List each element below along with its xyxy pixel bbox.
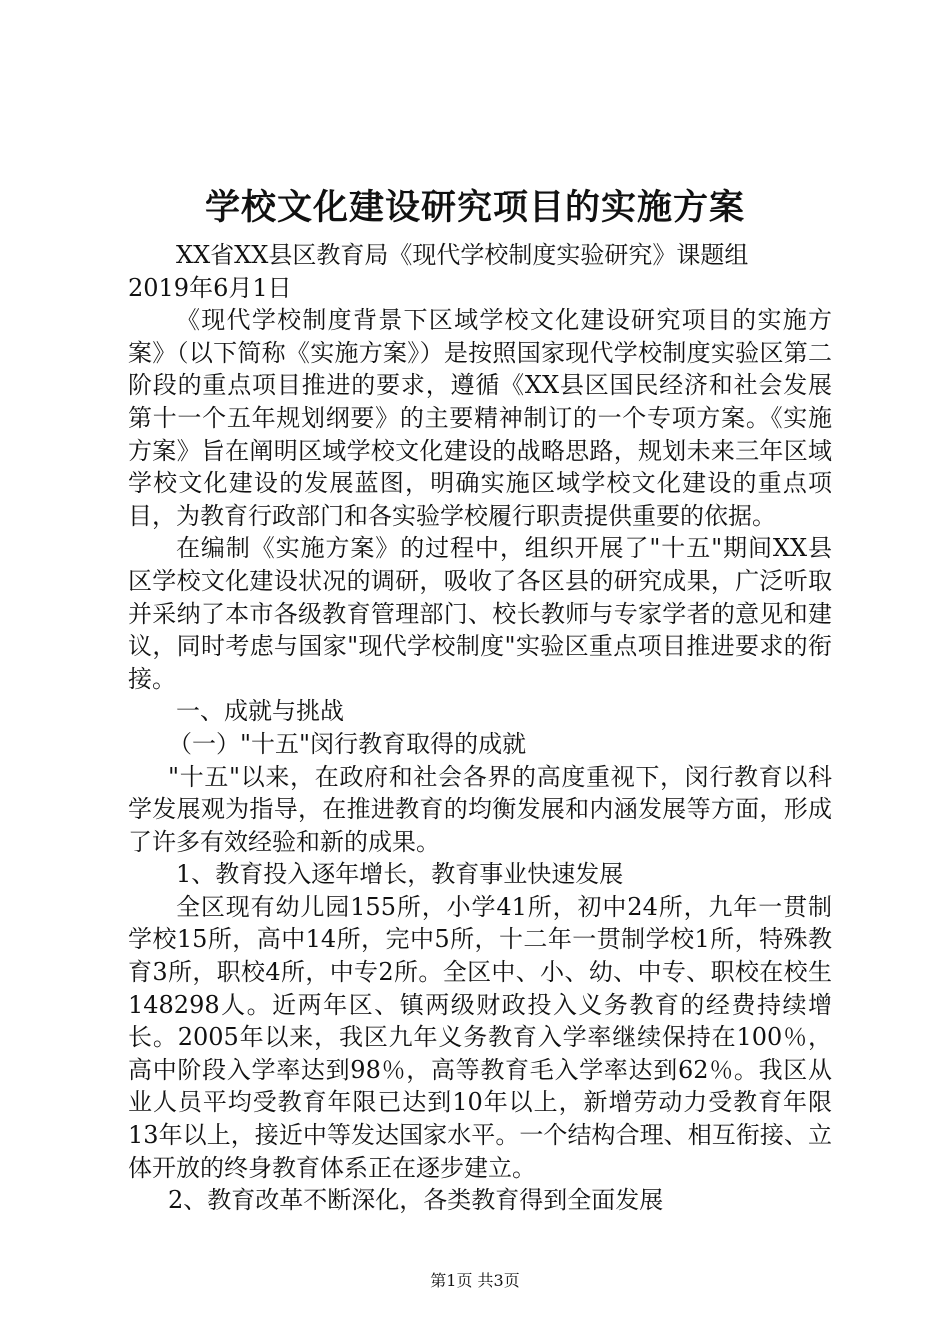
paragraph-intro: 《现代学校制度背景下区域学校文化建设研究项目的实施方案》（以下简称《实施方案》）是按照国家现代学校制度实验区第二阶段的重点项目推进的要求，遵循《XX县区国民经济和社会发展第十一个五年规划纲要》的主要精神制订的一个专项方案。《实施方案》旨在阐明区域学校文化建设的战略思路，规划未来三年区域学校文化建设的发展蓝图，明确实施区域学校文化建设的重点项目，为教育行政部门和各实验学校履行职责提供重要的依据。 [128, 306, 832, 530]
document-body [128, 239, 832, 1217]
paragraph-achievements: "十五"以来，在政府和社会各界的高度重视下，闵行教育以科学发展观为指导，在推进教育的均衡发展和内涵发展等方面，形成了许多有效经验和新的成果。 [128, 762, 832, 856]
subsection-heading: （一）"十五"闵行教育取得的成就 [168, 729, 527, 758]
paragraph-process: 在编制《实施方案》的过程中，组织开展了"十五"期间XX县区学校文化建设状况的调研，吸收了各区县的研究成果，广泛听取并采纳了本市各级教育管理部门、校长教师与专家学者的意见和建议，同时考虑与国家"现代学校制度"实验区重点项目推进要求的衔接。 [128, 534, 832, 693]
section-heading: 一、成就与挑战 [176, 697, 344, 726]
page-footer: 第1页 共3页 [430, 1271, 520, 1290]
author-line: XX省XX县区教育局《现代学校制度实验研究》课题组 [176, 241, 749, 269]
document-title: 学校文化建设研究项目的实施方案 [204, 187, 745, 228]
item-heading-2: 2、教育改革不断深化，各类教育得到全面发展 [168, 1186, 664, 1215]
item-heading-1: 1、教育投入逐年增长，教育事业快速发展 [176, 860, 624, 889]
date-line: 2019年6月1日 [128, 273, 292, 302]
paragraph-statistics: 全区现有幼儿园155所，小学41所，初中24所，九年一贯制学校15所，高中14所，完中5所，十二年一贯制学校1所，特殊教育3所，职校4所，中专2所。全区中、小、幼、中专、职校在校生148298人。近两年区、镇两级财政投入义务教育的经费持续增长。2005年以来，我区九年义务教育入学率继续保持在100％，高中阶段入学率达到98％，高等教育毛入学率达到62％。我区从业人员平均受教育年限已达到10年以上，新增劳动力受教育年限13年以上，接近中等发达国家水平。一个结构合理、相互衔接、立体开放的终身教育体系正在逐步建立。 [128, 892, 832, 1182]
